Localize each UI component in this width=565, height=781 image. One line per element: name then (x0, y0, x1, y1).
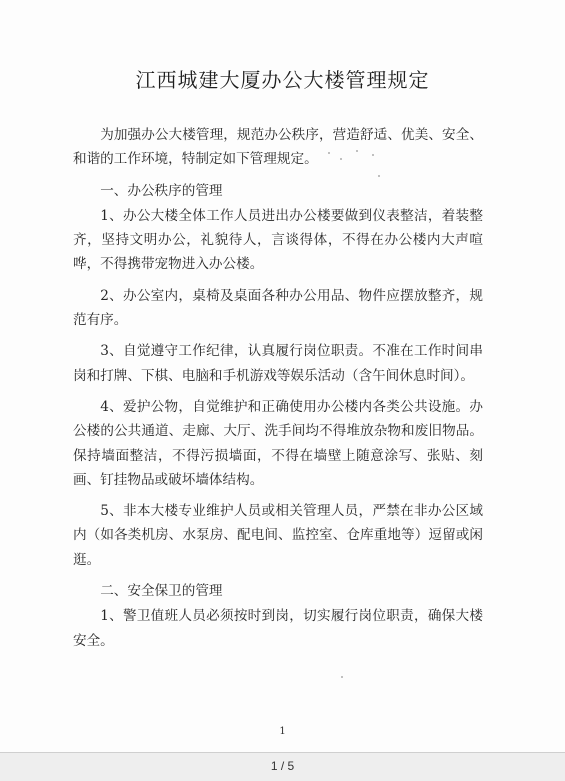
scan-speck (356, 150, 358, 152)
scan-speck (328, 152, 330, 154)
security-paragraph-1: 1、警卫值班人员必须按时到岗，切实履行岗位职责，确保大楼安全。 (73, 608, 483, 649)
intro-paragraph: 为加强办公大楼管理，规范办公秩序，营造舒适、优美、安全、和谐的工作环境，特制定如下管理规定。 (73, 127, 483, 168)
scan-speck (372, 154, 374, 156)
rule-paragraph-4: 4、爱护公物，自觉维护和正确使用办公楼内各类公共设施。办公楼的公共通道、走廊、大厅、洗手间均不得堆放杂物和废旧物品。保持墙面整洁，不得污损墙面，不得在墙壁上随意涂写、张贴、刻画、钉挂物品或破坏墙体结构。 (73, 398, 483, 488)
page-number: 1 (279, 726, 286, 737)
rule-paragraph-2: 2、办公室内，桌椅及桌面各种办公用品、物件应摆放整齐，规范有序。 (73, 287, 483, 329)
section-heading-office-order: 一、办公秩序的管理 (100, 182, 223, 199)
viewer-toolbar (0, 752, 565, 781)
page-indicator: 1 / 5 (270, 759, 295, 773)
rule-paragraph-1: 1、办公大楼全体工作人员进出办公楼要做到仪表整洁，着装整齐，坚持文明办公，礼貌待人，言谈得体，不得在办公楼内大声喧哗，不得携带宠物进入办公楼。 (73, 207, 483, 273)
section-heading-security: 二、安全保卫的管理 (100, 583, 223, 600)
rule-paragraph-3: 3、自觉遵守工作纪律，认真履行岗位职责。不准在工作时间串岗和打牌、下棋、电脑和手机游戏等娱乐活动（含午间休息时间）。 (73, 343, 483, 384)
document-body (73, 123, 483, 653)
scan-speck (378, 175, 380, 177)
scan-speck (341, 676, 343, 678)
scan-speck (340, 158, 342, 160)
rule-paragraph-5: 5、非本大楼专业维护人员或相关管理人员，严禁在非办公区域内（如各类机房、水泵房、配电间、监控室、仓库重地等）逗留或闲逛。 (73, 503, 483, 568)
document-title: 江西城建大厦办公大楼管理规定 (135, 68, 430, 92)
